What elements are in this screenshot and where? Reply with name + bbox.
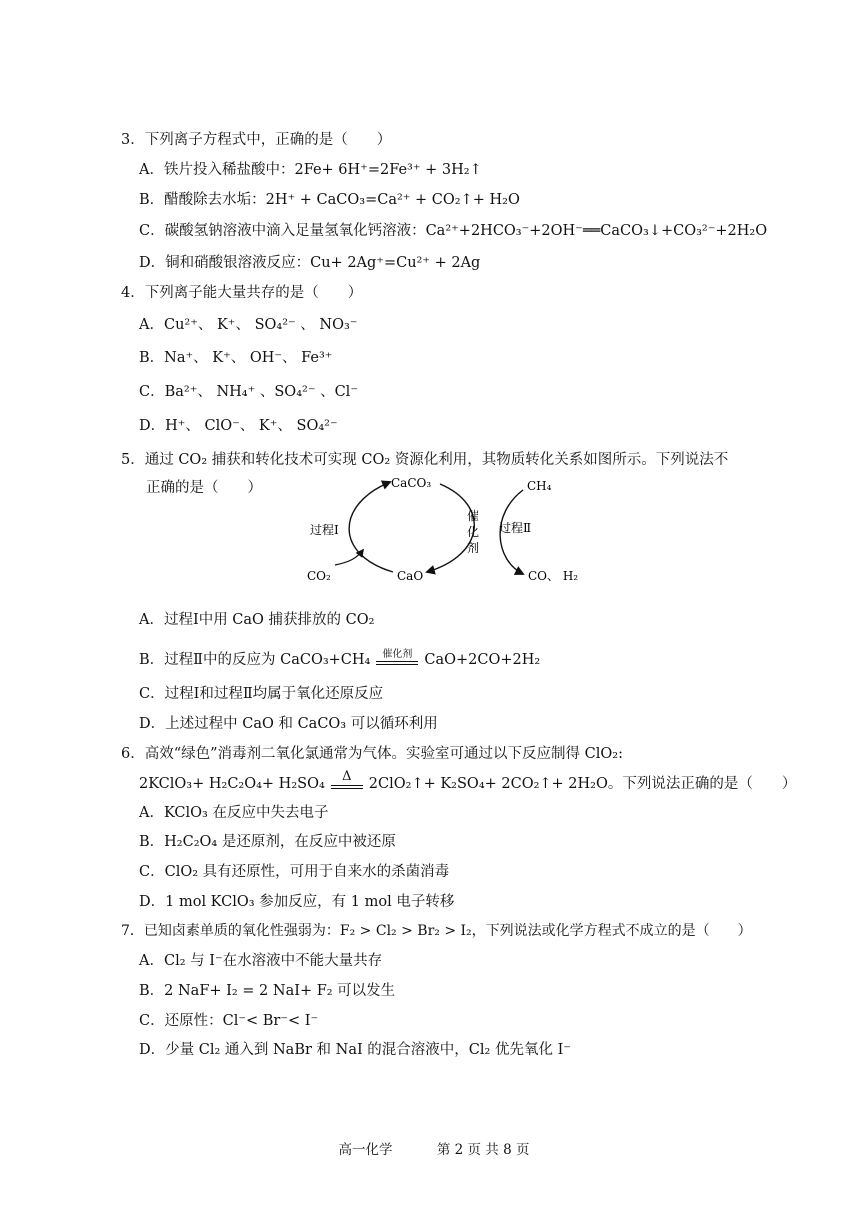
products-label: CO、 H₂: [528, 569, 579, 583]
q7-option-a: A．Cl₂ 与 I⁻在水溶液中不能大量共存: [139, 953, 383, 969]
q5-option-b-reactants: B．过程Ⅱ中的反应为 CaCO₃+CH₄: [139, 652, 371, 668]
q4-option-b: B．Na⁺、 K⁺、 OH⁻、 Fe³⁺: [139, 350, 333, 366]
q3-option-c: C．碳酸氢钠溶液中滴入足量氢氧化钙溶液：Ca²⁺+2HCO₃⁻+2OH⁻══CaCO₃↓+CO₃²⁻+2H₂O: [139, 223, 768, 239]
process2-label: 过程Ⅱ: [499, 521, 532, 535]
caco3-label: CaCO₃: [391, 476, 432, 490]
q4-option-c: C．Ba²⁺、 NH₄⁺ 、SO₄²⁻ 、Cl⁻: [139, 384, 358, 400]
page-footer: [0, 1138, 868, 1158]
catalyst-char-3: 剂: [467, 541, 480, 555]
q6-option-a: A．KClO₃ 在反应中失去电子: [139, 805, 329, 821]
q5-option-d: D．上述过程中 CaO 和 CaCO₃ 可以循环利用: [139, 716, 438, 732]
q7-option-c: C．还原性：Cl⁻< Br⁻< I⁻: [139, 1013, 319, 1029]
q4-option-d: D．H⁺、 ClO⁻、 K⁺、 SO₄²⁻: [139, 418, 338, 434]
footer-page-number: 第 2 页 共 8 页: [436, 1142, 530, 1158]
q6-option-d: D．1 mol KClO₃ 参加反应，有 1 mol 电子转移: [139, 894, 455, 910]
catalyst-char-1: 催: [467, 509, 480, 523]
q4-option-a: A．Cu²⁺、 K⁺、 SO₄²⁻ 、 NO₃⁻: [139, 317, 358, 333]
q5-stem-line2: 正确的是（ ）: [146, 480, 262, 496]
q6-reactants: 2KClO₃+ H₂C₂O₄+ H₂SO₄: [139, 776, 325, 792]
catalyst-condition: 催化剂: [382, 649, 413, 660]
footer-subject: 高一化学: [338, 1142, 393, 1158]
process1-label: 过程Ⅰ: [310, 523, 339, 537]
q7-option-b: B．2 NaF+ I₂ = 2 NaI+ F₂ 可以发生: [139, 983, 396, 999]
cao-label: CaO: [397, 569, 424, 583]
conversion-cycle-diagram: [295, 470, 595, 595]
q6-products-and-question: 2ClO₂↑+ K₂SO₄+ 2CO₂↑+ 2H₂O。下列说法正确的是（ ）: [368, 776, 797, 792]
left-cycle-arrow: [349, 482, 393, 572]
q5-option-a: A．过程Ⅰ中用 CaO 捕获排放的 CO₂: [139, 612, 375, 628]
q3-option-d: D．铜和硝酸银溶液反应：Cu+ 2Ag⁺=Cu²⁺ + 2Ag: [139, 255, 481, 271]
q5-option-b-products: CaO+2CO+2H₂: [424, 652, 541, 668]
q6-stem-line2: [139, 769, 797, 795]
q6-stem-line1: 6．高效“绿色”消毒剂二氧化氯通常为气体。实验室可通过以下反应制得 ClO₂:: [121, 746, 623, 762]
catalyst-char-2: 化: [467, 525, 480, 539]
q6-option-b: B．H₂C₂O₄ 是还原剂，在反应中被还原: [139, 834, 396, 850]
q3-option-b: B．醋酸除去水垢：2H⁺ + CaCO₃=Ca²⁺ + CO₂↑+ H₂O: [139, 192, 520, 208]
q7-stem: 7．已知卤素单质的氧化性强弱为：F₂ > Cl₂ > Br₂ > I₂，下列说法或化学方程式不成立的是（ ）: [121, 923, 752, 939]
q4-stem: 4．下列离子能大量共存的是（ ）: [121, 285, 363, 301]
q3-option-a: A．铁片投入稀盐酸中：2Fe+ 6H⁺=2Fe³⁺ + 3H₂↑: [139, 162, 482, 178]
catalyst-reaction-arrow: [374, 649, 420, 671]
ch4-label: CH₄: [527, 479, 552, 493]
q7-option-d: D．少量 Cl₂ 通入到 NaBr 和 NaI 的混合溶液中，Cl₂ 优先氧化 I⁻: [139, 1042, 571, 1058]
q5-stem-line1: 5．通过 CO₂ 捕获和转化技术可实现 CO₂ 资源化利用，其物质转化关系如图所示。下列说法不: [121, 452, 729, 468]
q5-option-b: [139, 649, 540, 671]
q3-stem: 3．下列离子方程式中，正确的是（ ）: [121, 132, 392, 148]
heat-reaction-arrow: [329, 769, 365, 795]
co2-label: CO₂: [307, 569, 331, 583]
q6-option-c: C．ClO₂ 具有还原性，可用于自来水的杀菌消毒: [139, 864, 450, 880]
q5-option-c: C．过程Ⅰ和过程Ⅱ均属于氧化还原反应: [139, 686, 384, 702]
heat-condition: Δ: [342, 769, 352, 784]
